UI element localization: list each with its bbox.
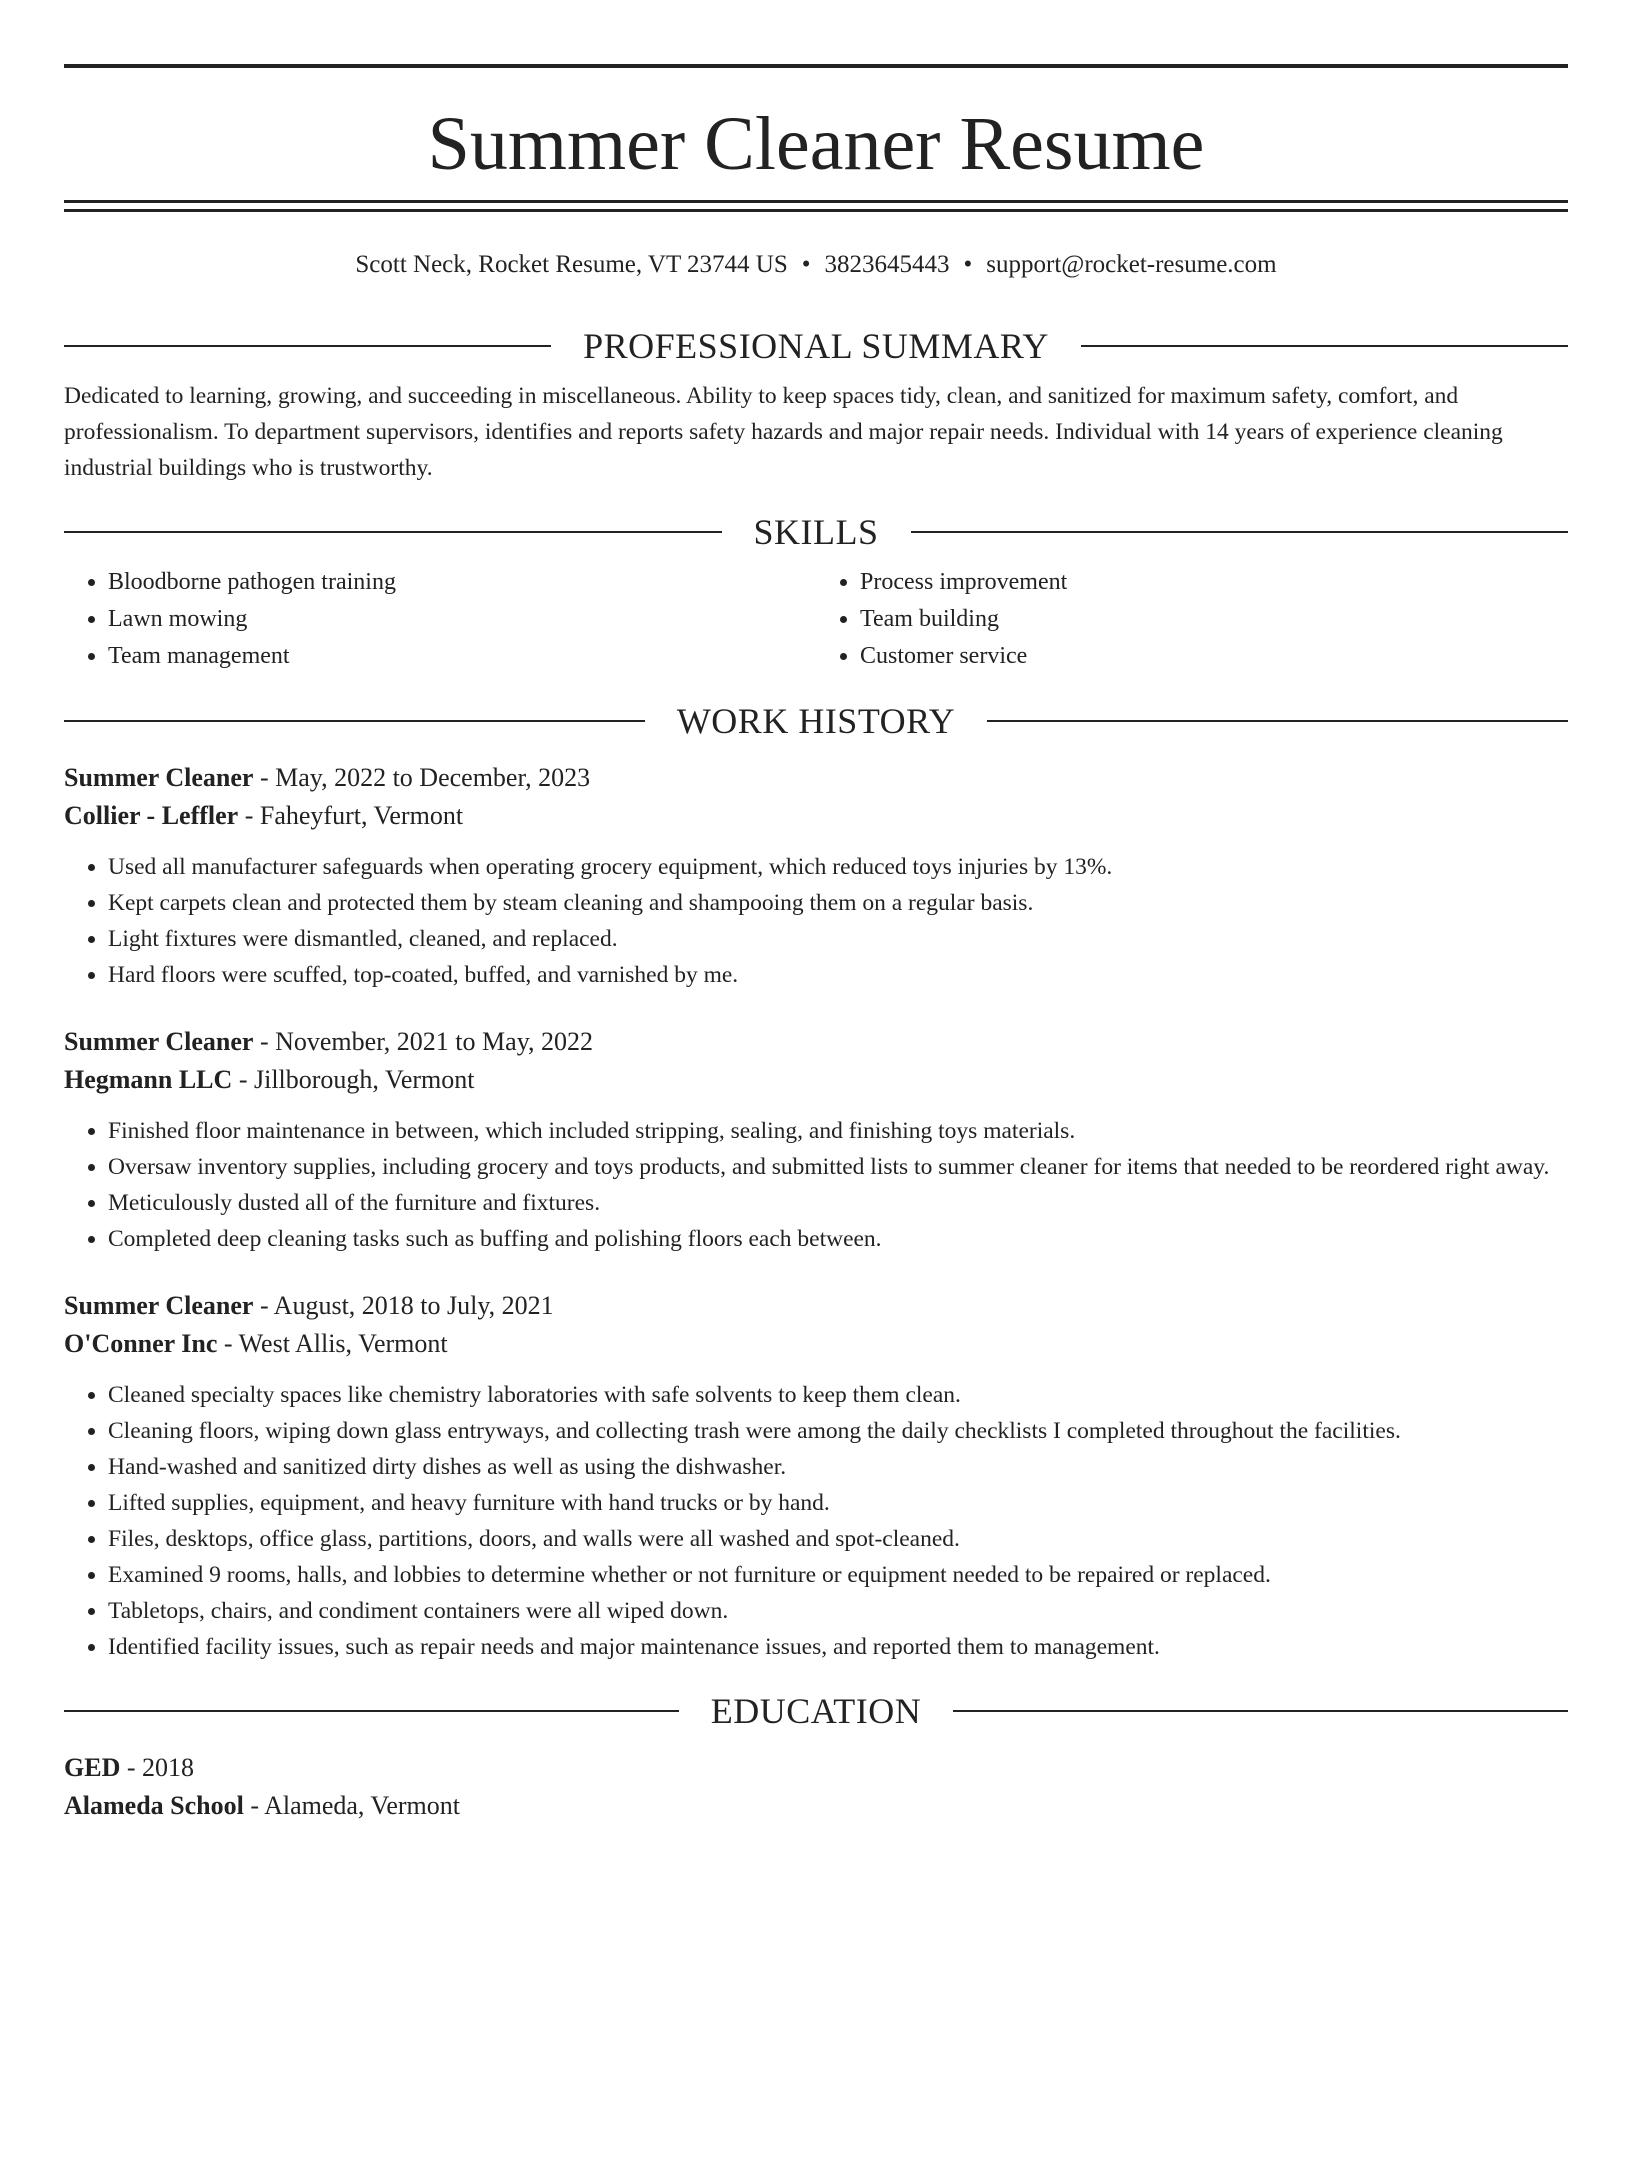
section-rule xyxy=(911,531,1569,533)
section-title: WORK HISTORY xyxy=(676,701,956,741)
contact-address: Scott Neck, Rocket Resume, VT 23744 US xyxy=(355,251,788,278)
education-year: 2018 xyxy=(142,1753,195,1782)
job-location: Faheyfurt, Vermont xyxy=(259,801,464,830)
contact-line xyxy=(64,250,1568,280)
job-title-line xyxy=(64,759,1568,797)
job-entry xyxy=(64,1287,1568,1665)
job-bullet: • Oversaw inventory supplies, including grocery and toys products, and submitted lists to summer cleaner for items that needed to be reordered right away. xyxy=(108,1149,1568,1185)
section-header-skills xyxy=(64,512,1568,552)
dash: - xyxy=(253,1291,274,1320)
education-degree-line xyxy=(64,1749,1568,1787)
education-entry xyxy=(64,1749,1568,1825)
job-title-line xyxy=(64,1023,1568,1061)
dash: - xyxy=(243,1791,265,1820)
dash: - xyxy=(232,1065,254,1094)
top-rule xyxy=(64,64,1568,68)
resume-page xyxy=(0,64,1632,2176)
skill-item: • Team management xyxy=(108,638,816,675)
section-rule xyxy=(1081,345,1568,347)
job-location: West Allis, Vermont xyxy=(238,1329,448,1358)
dash: - xyxy=(253,763,276,792)
section-rule xyxy=(953,1710,1568,1712)
job-company: O'Conner Inc xyxy=(64,1329,218,1358)
skills-list xyxy=(64,564,1568,675)
section-header-summary xyxy=(64,326,1568,366)
education-school: Alameda School xyxy=(64,1791,244,1820)
contact-separator: • xyxy=(963,251,973,278)
skill-item: • Customer service xyxy=(860,638,1568,675)
job-bullet: • Cleaning floors, wiping down glass entryways, and collecting trash were among the daily checklists I completed throughout the facilities. xyxy=(108,1413,1568,1449)
job-company: Hegmann LLC xyxy=(64,1065,233,1094)
job-title-line xyxy=(64,1287,1568,1325)
education-location: Alameda, Vermont xyxy=(264,1791,460,1820)
summary-text: Dedicated to learning, growing, and succeeding in miscellaneous. Ability to keep spaces tidy, clean, and sanitized for maximum safety, comfort, and professionalism. To department supervisors, identifies and reports safety hazards and major repair needs. Individual with 14 years of experience cleaning industrial buildings who is trustworthy. xyxy=(64,383,1503,481)
dash: - xyxy=(238,801,260,830)
job-dates: November, 2021 to May, 2022 xyxy=(275,1027,593,1056)
job-bullet: • Files, desktops, office glass, partitions, doors, and walls were all washed and spot-cleaned. xyxy=(108,1521,1568,1557)
job-bullet: • Identified facility issues, such as repair needs and major maintenance issues, and reported them to management. xyxy=(108,1629,1568,1665)
job-location: Jillborough, Vermont xyxy=(253,1065,475,1094)
contact-phone: 3823645443 xyxy=(824,251,950,278)
section-rule xyxy=(987,720,1568,722)
job-bullets xyxy=(64,1377,1568,1665)
contact-separator: • xyxy=(801,251,811,278)
skills-column-left xyxy=(64,564,816,675)
section-header-work xyxy=(64,701,1568,741)
resume-title: Summer Cleaner Resume xyxy=(427,102,1205,186)
job-dates: May, 2022 to December, 2023 xyxy=(275,763,591,792)
job-title: Summer Cleaner xyxy=(64,1027,254,1056)
section-title: SKILLS xyxy=(753,512,879,552)
skill-item: • Bloodborne pathogen training xyxy=(108,564,816,601)
job-bullet: • Examined 9 rooms, halls, and lobbies to determine whether or not furniture or equipment needed to be repaired or replaced. xyxy=(108,1557,1568,1593)
job-company-line xyxy=(64,797,1568,835)
dash: - xyxy=(217,1329,239,1358)
job-company-line xyxy=(64,1325,1568,1363)
job-title: Summer Cleaner xyxy=(64,763,254,792)
job-bullets xyxy=(64,849,1568,993)
skill-item: • Lawn mowing xyxy=(108,601,816,638)
skill-item: • Process improvement xyxy=(860,564,1568,601)
job-title: Summer Cleaner xyxy=(64,1291,254,1320)
section-title: PROFESSIONAL SUMMARY xyxy=(583,326,1049,366)
job-bullet: • Light fixtures were dismantled, cleaned, and replaced. xyxy=(108,921,1568,957)
job-company-line xyxy=(64,1061,1568,1099)
job-company: Collier - Leffler xyxy=(64,801,239,830)
section-rule xyxy=(64,720,645,722)
job-bullet: • Completed deep cleaning tasks such as buffing and polishing floors each between. xyxy=(108,1221,1568,1257)
skill-item: • Team building xyxy=(860,601,1568,638)
education-school-line xyxy=(64,1787,1568,1825)
double-rule xyxy=(64,200,1568,212)
section-rule xyxy=(64,531,722,533)
dash: - xyxy=(120,1753,143,1782)
dash: - xyxy=(253,1027,276,1056)
job-bullet: • Cleaned specialty spaces like chemistry laboratories with safe solvents to keep them clean. xyxy=(108,1377,1568,1413)
job-bullet: • Lifted supplies, equipment, and heavy furniture with hand trucks or by hand. xyxy=(108,1485,1568,1521)
education-degree: GED xyxy=(64,1753,121,1782)
section-rule xyxy=(64,345,551,347)
job-bullet: • Hand-washed and sanitized dirty dishes as well as using the dishwasher. xyxy=(108,1449,1568,1485)
skills-column-right xyxy=(816,564,1568,675)
job-entry xyxy=(64,1023,1568,1257)
job-dates: August, 2018 to July, 2021 xyxy=(273,1291,554,1320)
job-entry xyxy=(64,759,1568,993)
job-bullet: • Hard floors were scuffed, top-coated, buffed, and varnished by me. xyxy=(108,957,1568,993)
job-bullet: • Finished floor maintenance in between, which included stripping, sealing, and finishing toys materials. xyxy=(108,1113,1568,1149)
job-bullet: • Meticulously dusted all of the furniture and fixtures. xyxy=(108,1185,1568,1221)
job-bullet: • Used all manufacturer safeguards when operating grocery equipment, which reduced toys injuries by 13%. xyxy=(108,849,1568,885)
section-header-education xyxy=(64,1691,1568,1731)
section-rule xyxy=(64,1710,679,1712)
job-bullet: • Tabletops, chairs, and condiment containers were all wiped down. xyxy=(108,1593,1568,1629)
contact-email: support@rocket-resume.com xyxy=(986,251,1277,278)
section-title: EDUCATION xyxy=(710,1691,922,1731)
job-bullet: • Kept carpets clean and protected them by steam cleaning and shampooing them on a regular basis. xyxy=(108,885,1568,921)
job-bullets xyxy=(64,1113,1568,1257)
